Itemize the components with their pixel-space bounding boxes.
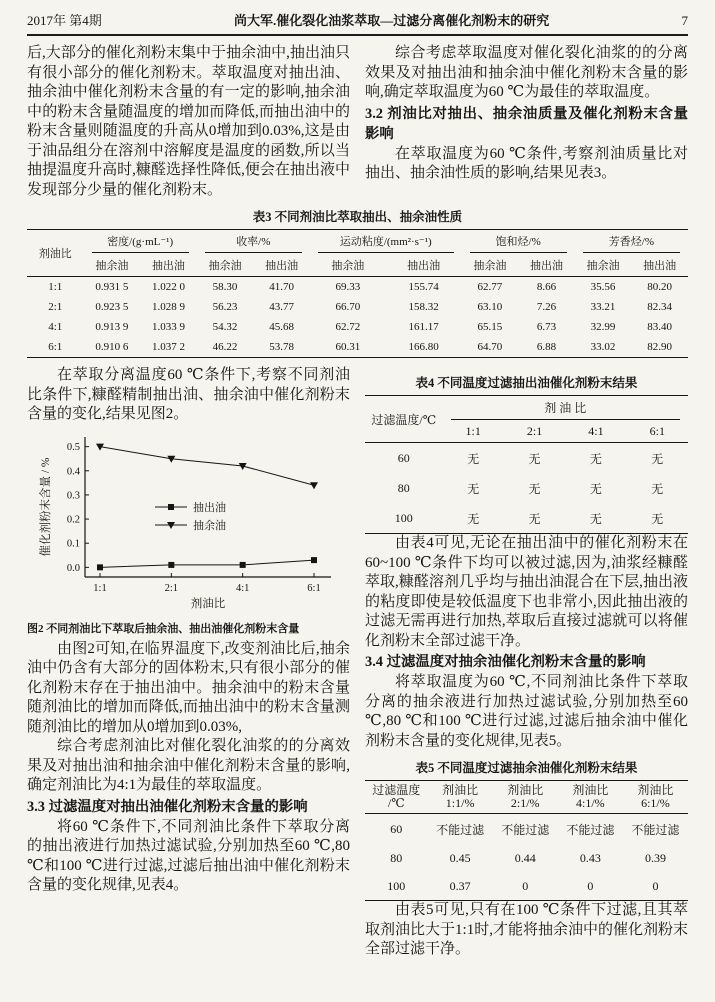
table-row [365, 503, 688, 534]
section-heading-3-2: 3.2 剂油比对抽出、抽余油质量及催化剂粉末含量影响 [365, 105, 688, 142]
table-cell: 无 [467, 511, 480, 526]
group-header-cell: 饱和烃/% [462, 230, 575, 255]
table-cell: 41.70 [269, 281, 294, 293]
para-left-top: 后,大部分的催化剂粉末集中于抽余油中,抽出油只有很小部分的催化剂粉末。萃取温度对抽出油、抽余油中催化剂粉末含量的有一定的影响,抽余油中的粉末含量随温度的增加而降低,而抽出油中的粉末含量则随温度的升高从0增加到0.03%,这是由于油品组分在溶剂中溶解度是温度的函数,所以当抽提温度升高时,糠醛选择性降低,便会在抽出液中发现部分少量的催化剂粉末。 [27, 45, 350, 198]
table-cell: 0.39 [644, 850, 666, 865]
table-cell: 无 [589, 481, 602, 496]
table-cell: 166.80 [408, 341, 439, 353]
table-row [365, 814, 688, 845]
table-cell: 6.88 [536, 341, 557, 353]
header-cell [493, 781, 558, 814]
table-cell: 80 [390, 850, 403, 865]
header-line-1: 过滤温度 [372, 783, 421, 797]
group-header-cell: 密度/(g·mL⁻¹) [84, 230, 197, 255]
y-tick-label: 0.2 [66, 514, 80, 526]
y-tick-label: 0.3 [66, 489, 80, 501]
table-cell: 0.931 5 [95, 281, 129, 293]
table5-title: 表5 不同温度过滤抽余油催化剂粉末结果 [415, 761, 638, 775]
sub-header-cell: 抽余油 [197, 254, 254, 277]
sub-header-cell: 抽余油 [310, 254, 386, 277]
header-line-1: 剂油比 [572, 783, 609, 797]
table-cell: 56.23 [212, 301, 238, 313]
para-right-3: 由表5可见,只有在100 ℃条件下过滤,且其萃取剂油比大于1:1时,才能将抽余油中的催化剂粉末全部过滤干净。 [365, 902, 688, 957]
table-cell: 54.32 [212, 321, 238, 333]
group-header-cell: 剂 油 比 [443, 396, 688, 422]
table-row [365, 473, 688, 503]
header-line-1: 剂油比 [507, 783, 544, 797]
table-cell: 0 [652, 878, 659, 893]
table-row [365, 844, 688, 872]
table-cell: 155.74 [408, 281, 439, 293]
para-right-1: 由表4可见,无论在抽出油中的催化剂粉末在60~100 ℃条件下均可以被过滤,因为,油浆经糠醛萃取,糠醛溶剂几乎均与抽出油混合在下层,抽出液的粘度即使是较低温度下也非常小,因此抽出液的过滤无需再进行加热,萃取后直接过滤就可以将催化剂粉末全部过滤干净。 [365, 535, 688, 649]
sub-header-cell: 抽出油 [140, 254, 197, 277]
table-cell: 0 [587, 878, 594, 893]
sub-header-cell: 抽出油 [631, 254, 688, 277]
table3-title: 表3 不同剂油比萃取抽出、抽余油性质 [252, 210, 463, 224]
table-cell: 33.21 [590, 301, 616, 313]
header-cell [623, 781, 688, 814]
table-cell: 无 [528, 451, 541, 466]
table-cell: 1.022 0 [151, 281, 185, 293]
table-cell: 4:1 [48, 321, 63, 333]
table-row [27, 317, 688, 337]
sub-header-cell: 抽余油 [575, 254, 632, 277]
header-line-2: 2:1/% [510, 796, 540, 810]
header-line-1: 剂油比 [637, 783, 674, 797]
journal-issue: 2017年 第4期 [27, 13, 102, 28]
table3-table [27, 229, 688, 358]
table-cell: 33.02 [590, 341, 616, 353]
group-header-cell: 运动粘度/(mm²·s⁻¹) [310, 230, 462, 255]
table-cell: 1.033 9 [151, 321, 185, 333]
row-header-cell: 剂油比 [27, 230, 84, 277]
sub-header-cell: 抽出油 [253, 254, 310, 277]
table-cell: 65.15 [477, 321, 503, 333]
header-cell [365, 781, 428, 814]
table-cell: 无 [589, 511, 602, 526]
header-cell [558, 781, 623, 814]
table-cell: 46.22 [212, 341, 238, 353]
table-cell: 53.78 [269, 341, 294, 353]
legend-marker [168, 504, 174, 510]
table-cell: 43.77 [269, 301, 294, 313]
page-header [27, 10, 688, 36]
sub-header-cell: 抽余油 [84, 254, 141, 277]
table-cell: 1:1 [48, 281, 63, 293]
running-title: 尚大军.催化裂化油浆萃取—过滤分离催化剂粉末的研究 [234, 13, 550, 28]
figure2-chart [35, 429, 347, 615]
table3-section [27, 207, 688, 358]
series-line-1 [100, 446, 314, 485]
table-cell: 100 [387, 878, 406, 893]
para-right-2: 将萃取温度为60 ℃,不同剂油比条件下萃取分离的抽余液进行加热过滤试验,分别加热至60 ℃,80 ℃和100 ℃进行过滤,过滤后抽余油中催化剂粉末含量的变化规律,见表5。 [365, 674, 688, 749]
x-tick-label: 4:1 [235, 582, 250, 594]
table-cell: 0.43 [579, 850, 601, 865]
table-cell: 60 [397, 450, 410, 465]
sub-header-cell: 1:1 [443, 421, 504, 443]
figure2-caption: 图2 不同剂油比下萃取后抽余油、抽出油催化剂粉末含量 [27, 622, 300, 635]
table-row [365, 443, 688, 474]
data-point [97, 564, 103, 570]
table-cell: 35.56 [590, 281, 616, 293]
x-axis-label: 剂油比 [190, 597, 226, 610]
section-heading-3-4: 3.4 过滤温度对抽余油催化剂粉末含量的影响 [365, 654, 646, 670]
sub-header-cell: 抽出油 [518, 254, 575, 277]
y-tick-label: 0.0 [66, 562, 80, 574]
y-tick-label: 0.4 [66, 465, 80, 477]
table-cell: 32.99 [590, 321, 616, 333]
table-cell: 不能过滤 [436, 822, 485, 837]
table-cell: 80.20 [647, 281, 673, 293]
table-cell: 0.913 9 [95, 321, 129, 333]
table-cell: 0.45 [449, 850, 471, 865]
table-cell: 无 [528, 481, 541, 496]
table-cell: 60 [390, 821, 403, 836]
y-axis-label: 催化剂粉末含量 / % [40, 456, 52, 557]
row-header-cell: 过滤温度/℃ [365, 396, 443, 443]
y-tick-label: 0.1 [66, 538, 80, 550]
table-cell: 63.10 [477, 301, 503, 313]
table-cell: 6.73 [536, 321, 557, 333]
table-cell: 6:1 [48, 341, 63, 353]
table-row [27, 297, 688, 317]
left-column-top [27, 44, 350, 200]
table-cell: 45.68 [269, 321, 294, 333]
x-tick-label: 1:1 [93, 582, 107, 594]
group-header-cell: 芳香烃/% [575, 230, 688, 255]
table-cell: 64.70 [477, 341, 503, 353]
table-cell: 0 [522, 878, 529, 893]
para-left-4: 将60 ℃条件下,不同剂油比条件下萃取分离的抽出液进行加热过滤试验,分别加热至60 ℃,80 ℃和100 ℃进行过滤,过滤后抽出油中催化剂粉末含量的变化规律,见表4。 [27, 818, 350, 893]
x-tick-label: 2:1 [164, 582, 179, 594]
table-cell: 不能过滤 [566, 822, 615, 837]
header-cell [428, 781, 493, 814]
table-cell: 82.34 [647, 301, 673, 313]
header-line-1: 剂油比 [442, 783, 479, 797]
data-point [311, 557, 317, 563]
table-cell: 无 [589, 451, 602, 466]
legend-label: 抽出油 [193, 501, 226, 514]
data-point [240, 561, 246, 567]
right-column-top [365, 44, 688, 200]
table-cell: 161.17 [408, 321, 439, 333]
section-heading-3-3: 3.3 过滤温度对抽出油催化剂粉末含量的影响 [27, 798, 308, 815]
table-cell: 无 [528, 511, 541, 526]
table-cell: 83.40 [647, 321, 673, 333]
table-cell: 0.910 6 [95, 341, 129, 353]
header-line-2: /℃ [387, 796, 405, 810]
figure2 [35, 429, 350, 620]
table-cell: 8.66 [536, 281, 557, 293]
table4-title: 表4 不同温度过滤抽出油催化剂粉末结果 [415, 376, 638, 390]
table-cell: 66.70 [335, 301, 361, 313]
table-row [27, 277, 688, 298]
table-cell: 82.90 [647, 341, 673, 353]
table-cell: 62.77 [477, 281, 503, 293]
table-cell: 无 [651, 481, 664, 496]
table-cell: 62.72 [335, 321, 361, 333]
top-two-columns [27, 44, 688, 200]
bottom-two-columns [27, 366, 688, 960]
table-cell: 无 [467, 451, 480, 466]
x-tick-label: 6:1 [307, 582, 321, 594]
table-row [365, 872, 688, 901]
table-cell: 无 [467, 481, 480, 496]
page [0, 10, 715, 960]
series-line-0 [100, 560, 314, 567]
table5-table [365, 780, 688, 901]
table-cell: 80 [397, 480, 410, 495]
para-left-1: 在萃取分离温度60 ℃条件下,考察不同剂油比条件下,糠醛精制抽出油、抽余油中催化剂粉末含量的变化,结果见图2。 [27, 367, 350, 422]
sub-header-cell: 抽出油 [386, 254, 462, 277]
table-cell: 58.30 [212, 281, 238, 293]
table-cell: 无 [651, 451, 664, 466]
group-header-cell: 收率/% [197, 230, 310, 255]
sub-header-cell: 4:1 [565, 421, 626, 443]
table-cell: 无 [651, 511, 664, 526]
header-line-2: 1:1/% [445, 796, 475, 810]
table-row [27, 337, 688, 358]
sub-header-cell: 抽余油 [462, 254, 519, 277]
table-cell: 0.923 5 [95, 301, 129, 313]
table4-table [365, 395, 688, 534]
table-cell: 7.26 [536, 301, 557, 313]
page-number: 7 [681, 13, 688, 28]
para-left-3: 综合考虑剂油比对催化裂化油浆的的分离效果及对抽出油和抽余油中催化剂粉末含量的影响,确定剂油比为4:1为最佳的萃取温度。 [27, 738, 350, 793]
y-tick-label: 0.5 [66, 441, 80, 453]
sub-header-cell: 6:1 [627, 421, 688, 443]
para-right-top-1: 综合考虑萃取温度对催化裂化油浆的的分离效果及对抽出油和抽余油中催化剂粉末含量的影响,确定萃取温度为60 ℃为最佳的萃取温度。 [365, 45, 688, 100]
table-cell: 1.037 2 [151, 341, 185, 353]
data-point [310, 482, 318, 489]
table-cell: 100 [394, 510, 413, 525]
table-cell: 0.37 [449, 878, 471, 893]
table-cell: 1.028 9 [151, 301, 185, 313]
right-column-bottom [365, 366, 688, 960]
para-left-2: 由图2可知,在临界温度下,改变剂油比后,抽余油中仍含有大部分的固体粉末,只有很小部分的催化剂粉末存在于抽出油中。抽余油中的粉末含量随剂油比的增加而降低,而抽出油中的粉末含量测随剂油比的增加从0增加到0.03%, [27, 640, 350, 735]
legend-label: 抽余油 [193, 519, 226, 532]
header-line-2: 4:1/% [575, 796, 605, 810]
sub-header-cell: 2:1 [504, 421, 565, 443]
table-cell: 不能过滤 [631, 822, 680, 837]
para-right-top-2: 在萃取温度为60 ℃条件,考察剂油质量比对抽出、抽余油性质的影响,结果见表3。 [365, 145, 688, 181]
table-cell: 2:1 [48, 301, 63, 313]
table-cell: 0.44 [514, 850, 536, 865]
header-line-2: 6:1/% [641, 796, 670, 810]
table-cell: 158.32 [408, 301, 439, 313]
table-cell: 60.31 [335, 341, 361, 353]
left-column-bottom [27, 366, 350, 960]
table-cell: 69.33 [335, 281, 361, 293]
table-cell: 不能过滤 [501, 822, 550, 837]
data-point [168, 561, 174, 567]
